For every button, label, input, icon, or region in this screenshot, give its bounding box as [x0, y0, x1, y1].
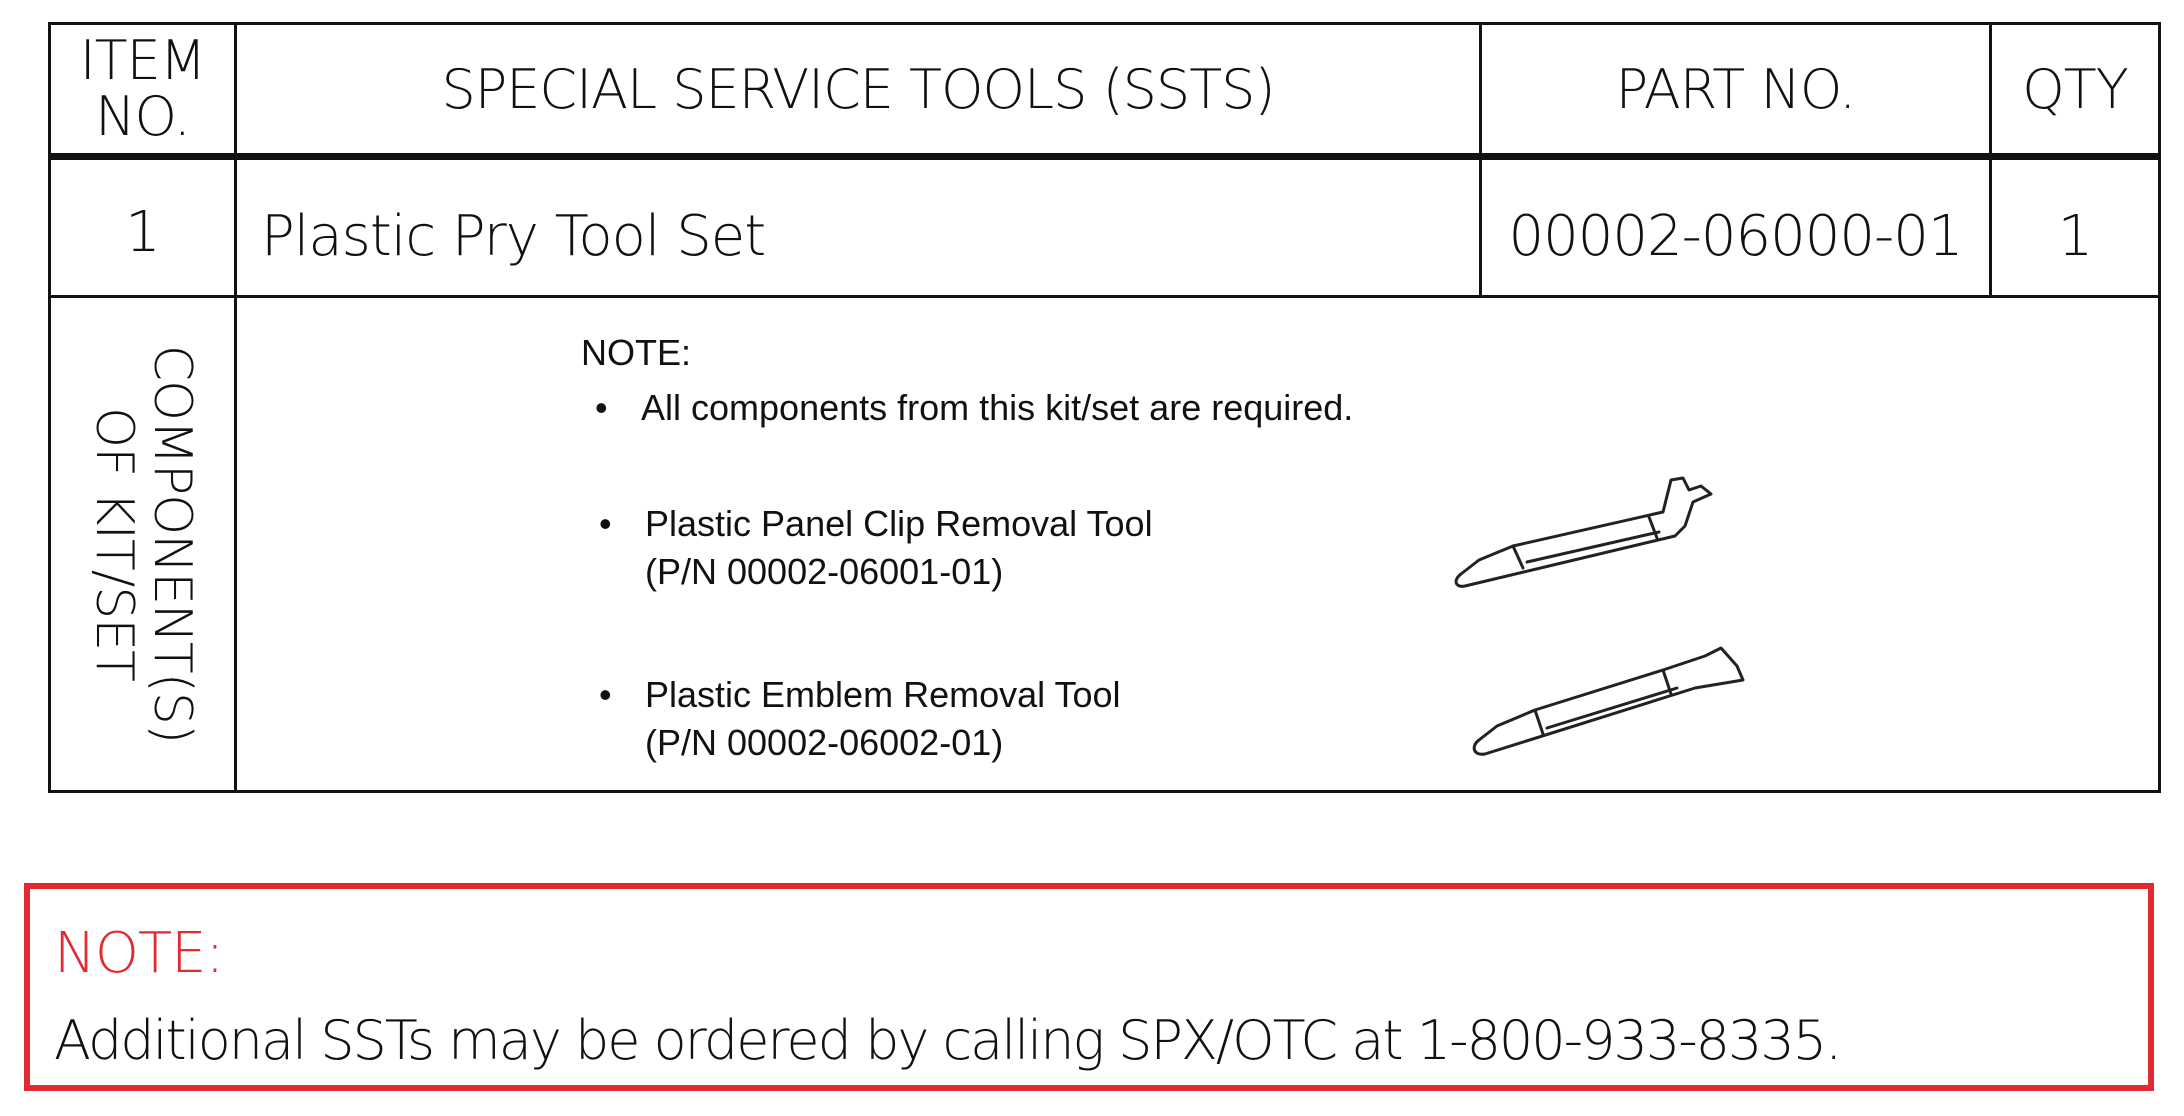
- additional-sst-note-box: [24, 883, 2154, 1091]
- components-row: [50, 297, 2160, 792]
- part-no-header: PART NO.: [1481, 24, 1991, 157]
- component-item: [599, 671, 1121, 767]
- qty-cell: 1: [1991, 157, 2160, 297]
- part-no-cell: 00002-06000-01: [1481, 157, 1991, 297]
- components-content: [237, 298, 2158, 790]
- component-name: Plastic Emblem Removal Tool: [645, 674, 1121, 715]
- component-part-no: (P/N 00002-06002-01): [645, 722, 1004, 763]
- qty-header: QTY: [1991, 24, 2160, 157]
- components-label-line2: OF KIT/SET: [83, 407, 144, 681]
- special-service-tools-table: [48, 22, 2161, 793]
- panel-clip-removal-tool-icon: [1449, 472, 1739, 602]
- components-label-line1: COMPONENT(S): [141, 344, 202, 744]
- component-name: Plastic Panel Clip Removal Tool: [645, 503, 1153, 544]
- bullet-icon: •: [599, 674, 612, 715]
- components-note-bullet: [595, 384, 1354, 432]
- bullet-icon: •: [595, 387, 608, 428]
- item-no-header: [50, 24, 236, 157]
- sst-header: SPECIAL SERVICE TOOLS (SSTS): [236, 24, 1481, 157]
- note-text: Additional SSTs may be ordered by calling SPX/OTC at 1-800-933-8335.: [54, 1009, 1841, 1072]
- table-header-row: [50, 24, 2160, 157]
- item-no-cell: 1: [50, 157, 236, 297]
- components-note-text: All components from this kit/set are required.: [641, 387, 1354, 428]
- components-note-title: NOTE:: [581, 332, 692, 373]
- table-row: [50, 157, 2160, 297]
- component-item: [599, 500, 1153, 596]
- item-no-header-line2: NO.: [95, 85, 190, 148]
- bullet-icon: •: [599, 503, 612, 544]
- components-content-cell: [236, 297, 2160, 792]
- components-label: [85, 345, 201, 743]
- tool-description-cell: Plastic Pry Tool Set: [236, 157, 1481, 297]
- item-no-header-line1: ITEM: [79, 29, 206, 92]
- emblem-removal-tool-icon: [1467, 638, 1767, 768]
- note-title: NOTE:: [54, 921, 224, 986]
- components-label-cell: [50, 297, 236, 792]
- component-part-no: (P/N 00002-06001-01): [645, 551, 1004, 592]
